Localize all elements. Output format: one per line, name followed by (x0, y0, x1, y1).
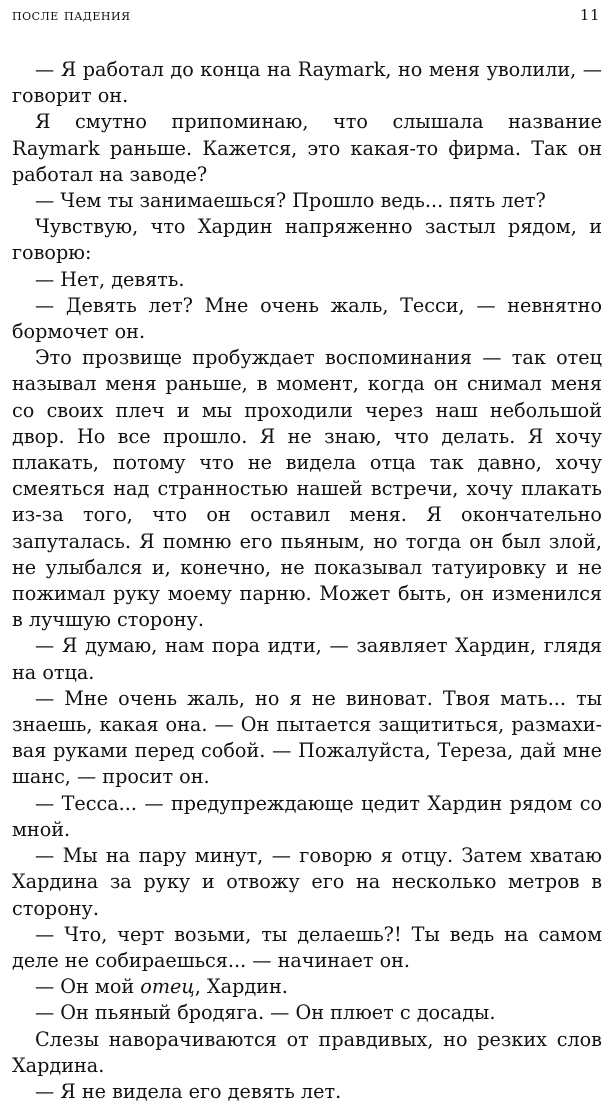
running-header (12, 6, 600, 28)
paragraph: — Тесса... — предупреждающе цедит Хардин рядом со мной. (12, 791, 602, 841)
paragraph-text: , Хардин. (194, 975, 288, 999)
paragraph: — Что, черт возьми, ты делаешь?! Ты ведь на самом деле не собираешься... — начинает он. (12, 922, 602, 972)
paragraph: — Я не видела его девять лет. (35, 1079, 342, 1103)
paragraph: — Он пьяный бродяга. — Он плюет с досады. (35, 1001, 496, 1025)
page-number: 11 (579, 6, 600, 24)
paragraph-text: — Он мой (35, 975, 141, 999)
paragraph: Я смутно припоминаю, что слышала название Raymark раньше. Кажется, это какая-то фирма. Так он работал на заводе? (12, 110, 602, 186)
emphasized-word: отец (140, 975, 195, 999)
paragraph: — Чем ты занимаешься? Прошло ведь... пять лет? (35, 189, 546, 213)
paragraph: — Мне очень жаль, но я не виноват. Твоя мать... ты знаешь, какая она. — Он пытается защититься, размахивая руками перед собой. — Пожалуйста, Тереза, дай мне шанс, — просит он. (12, 686, 602, 789)
paragraph: — Я думаю, нам пора идти, — заявляет Хардин, глядя на отца. (12, 634, 602, 684)
paragraph: — Я работал до конца на Raymark, но меня уволили, — говорит он. (12, 58, 602, 108)
paragraph: — Девять лет? Мне очень жаль, Тесси, — невнятно бормочет он. (12, 293, 602, 344)
running-title: после падения (12, 6, 131, 24)
paragraph: — Нет, девять. (35, 267, 185, 291)
paragraph: Слезы наворачиваются от правдивых, но резких слов Хардина. (12, 1027, 602, 1077)
body-text (12, 57, 602, 1105)
paragraph: — Мы на пару минут, — говорю я отцу. Затем хватаю Хардина за руку и отвожу его на несколько метров в сторону. (12, 844, 602, 920)
paragraph: Чувствую, что Хардин напряженно застыл рядом, и говорю: (12, 215, 602, 265)
paragraph: Это прозвище пробуждает воспоминания — так отец называл меня раньше, в момент, когда он снимал меня со своих плеч и мы проходили через наш небольшой двор. Но все прошло. Я не знаю, что делать. Я хочу плакать, потому что не видела отца так давно, хочу смеяться над странностью нашей встречи, хочу плакать из-за того, что он оставил меня. Я окончательно запуталась. Я помню его пьяным, но тогда он был злой, не улыбался и, конечно, не показывал татуировку и не пожимал руку моему парню. Может быть, он изменился в лучшую сторону. (12, 346, 602, 632)
paragraph (12, 974, 602, 1000)
